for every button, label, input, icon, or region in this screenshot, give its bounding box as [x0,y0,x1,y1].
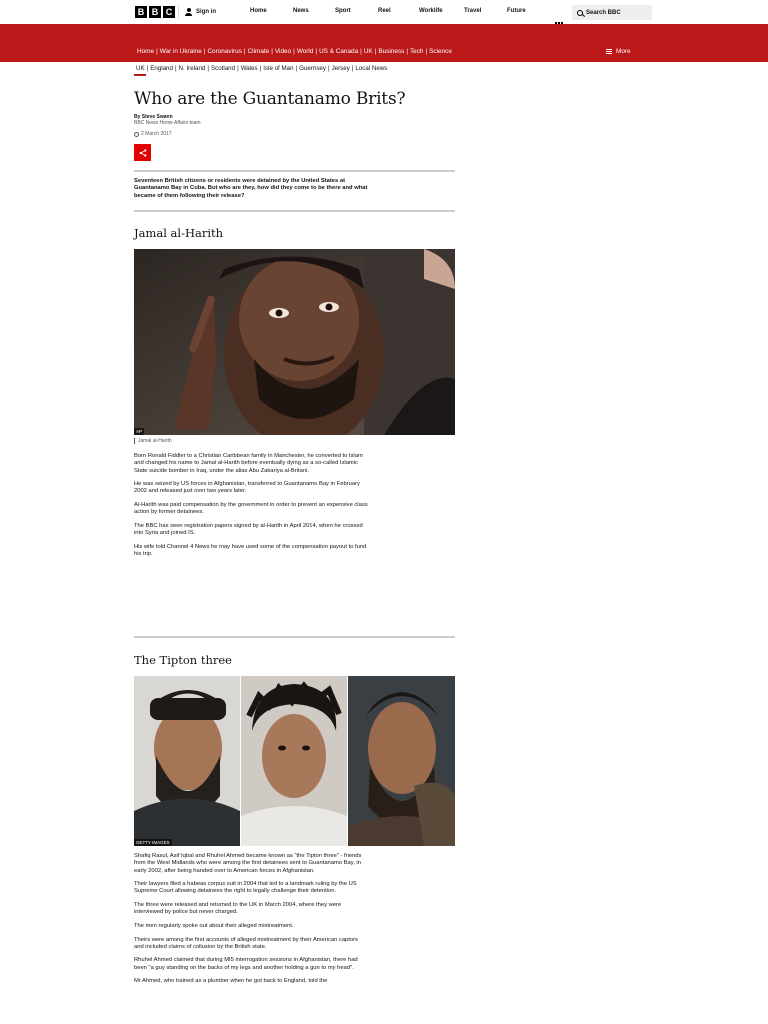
section-heading-jamal: Jamal al-Harith [134,226,224,240]
section-video[interactable]: Video [274,48,292,55]
news-banner [0,24,768,62]
paragraph: His wife told Channel 4 News he may have used some of the compensation payout to fund his trip. [134,543,367,558]
logo-letter-b1: B [135,6,147,18]
section-world[interactable]: World [296,48,314,55]
subnav-local-news[interactable]: Local News [355,65,388,72]
logo-letter-c: C [163,6,175,18]
author-name: By Steve Swann [134,114,173,120]
paragraph: Shafiq Rasul, Asif Iqbal and Rhuhel Ahmed became known as "the Tipton three" - friends from the West Midlands who were among the first detainees sent to Guantanamo Bay, in early 2002, after being handed over to American forces in Afghanistan. [134,853,362,874]
more-menu-button[interactable] [606,48,631,55]
publish-date [134,131,172,137]
intro-bottom-rule [134,210,455,212]
paragraph: Mr Ahmed, who trained as a plumber when he got back to England, told the [134,978,328,985]
paragraph: Rhuhel Ahmed claimed that during MI5 interrogation sessions in Afghanistan, there had been "a guy standing on the backs of my legs and another holding a gun to my head". [134,957,358,971]
intro-top-rule [134,170,455,172]
section-war-in-ukraine[interactable]: War in Ukraine [159,48,202,55]
paragraph: The three were released and returned to the UK in March 2004, where they were interviewed by police but never charged. [134,902,342,916]
nav-news[interactable]: News [293,8,309,14]
search-bar[interactable] [572,5,652,20]
search-icon [577,10,583,16]
nav-reel[interactable]: Reel [378,8,391,14]
sign-in-button[interactable] [178,6,216,18]
article-title: Who are the Guantanamo Brits? [134,89,406,109]
logo-letter-b2: B [149,6,161,18]
section1-body [134,453,369,565]
nav-worklife[interactable]: Worklife [419,8,443,14]
paragraph: The BBC has seen registration papers signed by al-Harith in April 2014, when he crossed into Syria and joined IS. [134,522,363,537]
section2-body [134,853,369,992]
nav-travel[interactable]: Travel [464,8,482,14]
subnav-n-ireland[interactable]: N. Ireland [178,65,206,72]
nav-sport[interactable]: Sport [335,8,351,14]
photo-credit-ap: AP [136,429,143,434]
paragraph: Al-Harith was paid compensation by the government in order to prevent an expensive class action by former detainees. [134,502,368,516]
more-label: More [616,48,631,55]
paragraph: Theirs were among the first accounts of alleged mistreatment by their American captors and included claims of collusion by the British state. [134,936,358,950]
date-label: 2 March 2017 [141,131,172,137]
nav-future[interactable]: Future [507,8,526,14]
article-intro: Seventeen British citizens or residents were detained by the United States at Guantanamo Bay in Cuba. But who are they, how did they come to be there and what became of them following their release? [134,178,368,199]
subnav-england[interactable]: England [150,65,173,72]
author-role: BBC News Home Affairs team [134,120,201,126]
section-nav: Home | War in Ukraine | Coronavirus | Climate | Video | World | US & Canada | UK | Business | Tech | Science [137,48,452,55]
active-subnav-indicator [134,74,146,76]
share-button[interactable] [134,144,151,161]
section-divider [134,636,455,638]
photo-caption-jamal: Jamal al-Harith [134,438,172,444]
section-science[interactable]: Science [429,48,452,55]
user-icon [185,8,192,16]
paragraph: Born Ronald Fiddler to a Christian Caribbean family in Manchester, he converted to Islam and changed his name to Jamal al-Harith before eventually dying as a so-called Islamic State suicide bomber in Iraq, under the alias Abu Zakariya al-Britani. [134,453,363,474]
subnav-guernsey[interactable]: Guernsey [299,65,326,72]
subnav-wales[interactable]: Wales [240,65,258,72]
nav-home[interactable]: Home [250,8,267,14]
clock-icon [134,132,139,137]
paragraph: The men regularly spoke out about their alleged mistreatment. [134,922,294,929]
section-tech[interactable]: Tech [409,48,424,55]
section-heading-tipton-three: The Tipton three [134,653,232,667]
uk-subnav: UK | England | N. Ireland | Scotland | Wales | Isle of Man | Guernsey | Jersey | Local News [136,65,388,72]
subnav-uk[interactable]: UK [136,65,145,72]
subnav-isle-of-man[interactable]: Isle of Man [263,65,294,72]
section-business[interactable]: Business [378,48,405,55]
subnav-scotland[interactable]: Scotland [210,65,236,72]
photo-tipton-three [134,676,455,846]
share-icon [139,149,147,157]
section-home[interactable]: Home [137,48,155,55]
bbc-logo[interactable] [135,6,175,18]
section-uk[interactable]: UK [363,48,373,55]
search-label: Search BBC [586,9,621,16]
sign-in-label: Sign in [196,9,216,15]
photo-credit-getty: GETTY IMAGES [136,840,170,845]
subnav-jersey[interactable]: Jersey [331,65,350,72]
top-bar [0,0,768,24]
section-us-canada[interactable]: US & Canada [319,48,359,55]
section-coronavirus[interactable]: Coronavirus [207,48,242,55]
paragraph: Their lawyers filed a habeas corpus suit in 2004 that led to a landmark ruling by the US Supreme Court allowing detainees the right to legally challenge their detention. [134,881,357,895]
hamburger-icon [606,49,612,54]
paragraph: He was seized by US forces in Afghanistan, transferred to Guantanamo Bay in February 2002 and released just over two years later. [134,481,360,495]
photo-jamal-al-harith [134,249,455,435]
section-climate[interactable]: Climate [247,48,270,55]
